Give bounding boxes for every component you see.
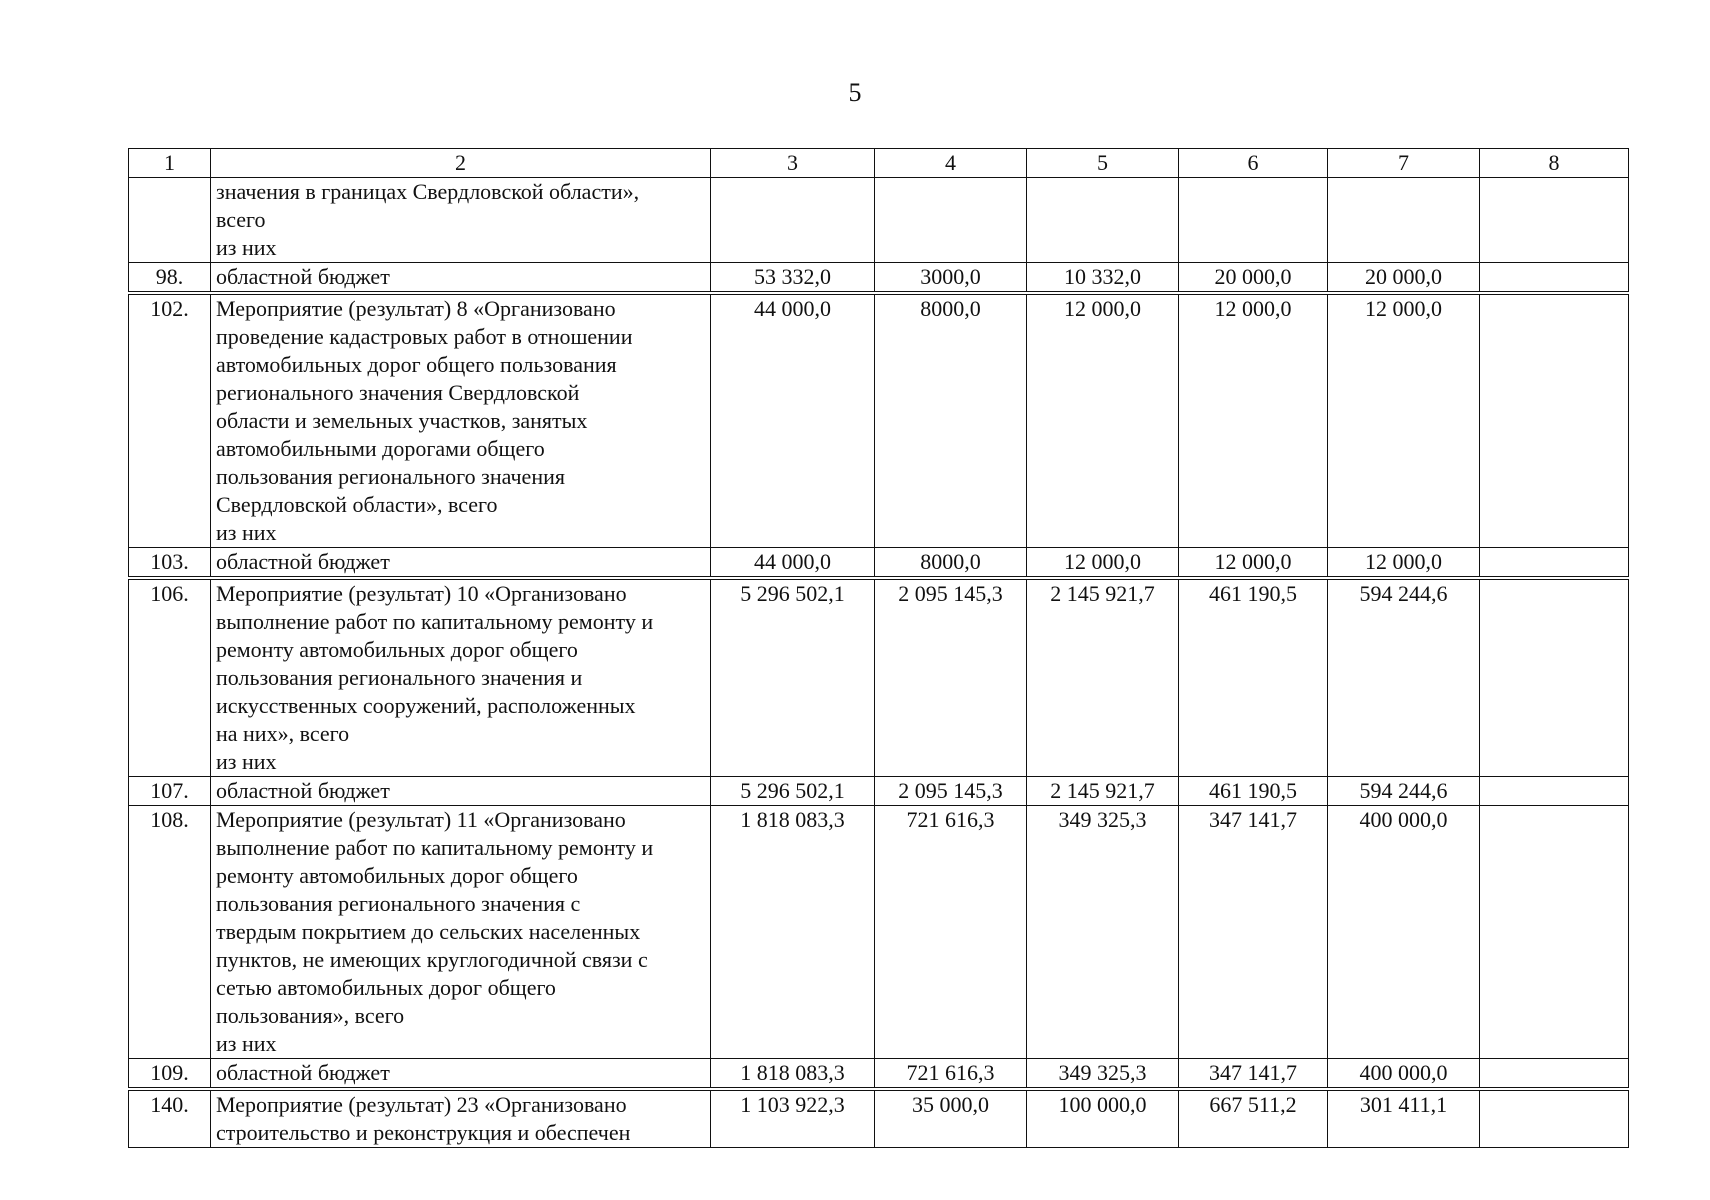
row-name-line: пользования», всего <box>216 1003 405 1028</box>
row-name-line: автомобильных дорог общего пользования <box>216 352 617 377</box>
row-name-line: Мероприятие (результат) 11 «Организовано <box>216 807 626 832</box>
value-cell-col-5: 349 325,3 <box>1027 806 1179 1059</box>
value-cell-col-8 <box>1480 178 1629 263</box>
value-cell-col-8 <box>1480 263 1629 294</box>
row-name-line: на них», всего <box>216 721 350 746</box>
value-cell-col-4: 8000,0 <box>875 293 1027 548</box>
value-cell-col-4: 8000,0 <box>875 548 1027 579</box>
value-cell-col-3: 44 000,0 <box>711 548 875 579</box>
row-name-line: областной бюджет <box>216 778 390 803</box>
value-cell-col-7: 400 000,0 <box>1328 1059 1480 1090</box>
value-cell-col-3 <box>711 178 875 263</box>
table-row <box>129 178 1629 263</box>
value-cell-col-5 <box>1027 178 1179 263</box>
value-cell-col-3: 5 296 502,1 <box>711 777 875 806</box>
column-header: 2 <box>211 149 711 178</box>
row-name <box>211 263 711 294</box>
value-cell-col-8 <box>1480 1059 1629 1090</box>
row-number: 140. <box>129 1089 211 1148</box>
row-name-line: ремонту автомобильных дорог общего <box>216 863 578 888</box>
row-name <box>211 1059 711 1090</box>
value-cell-col-3: 1 818 083,3 <box>711 1059 875 1090</box>
row-name-line: искусственных сооружений, расположенных <box>216 693 636 718</box>
row-name-line: пунктов, не имеющих круглогодичной связи с <box>216 947 648 972</box>
table-row <box>129 1089 1629 1148</box>
value-cell-col-4: 3000,0 <box>875 263 1027 294</box>
table-row <box>129 1059 1629 1090</box>
row-name-line: всего <box>216 207 266 232</box>
value-cell-col-7: 20 000,0 <box>1328 263 1480 294</box>
table-row <box>129 578 1629 777</box>
row-name <box>211 178 711 263</box>
row-name-line: регионального значения Свердловской <box>216 380 580 405</box>
row-name-line: области и земельных участков, занятых <box>216 408 588 433</box>
value-cell-col-4: 2 095 145,3 <box>875 578 1027 777</box>
value-cell-col-8 <box>1480 777 1629 806</box>
row-name-line: твердым покрытием до сельских населенных <box>216 919 641 944</box>
row-number: 106. <box>129 578 211 777</box>
value-cell-col-3: 1 103 922,3 <box>711 1089 875 1148</box>
value-cell-col-4: 35 000,0 <box>875 1089 1027 1148</box>
row-name-line: значения в границах Свердловской области», <box>216 179 640 204</box>
row-name-line: автомобильными дорогами общего <box>216 436 545 461</box>
value-cell-col-5: 2 145 921,7 <box>1027 777 1179 806</box>
column-header: 7 <box>1328 149 1480 178</box>
row-name-line: пользования регионального значения и <box>216 665 583 690</box>
page-number: 5 <box>848 78 862 107</box>
budget-table <box>128 148 1629 1148</box>
table-row <box>129 777 1629 806</box>
row-name <box>211 293 711 548</box>
table-row <box>129 806 1629 1059</box>
value-cell-col-6: 12 000,0 <box>1179 293 1328 548</box>
table-body <box>129 149 1629 1148</box>
row-name-line: из них <box>216 1031 277 1056</box>
row-number <box>129 178 211 263</box>
value-cell-col-7: 594 244,6 <box>1328 777 1480 806</box>
row-name-line: выполнение работ по капитальному ремонту и <box>216 835 654 860</box>
row-name-line: из них <box>216 520 277 545</box>
row-name-line: пользования регионального значения <box>216 464 565 489</box>
column-header: 3 <box>711 149 875 178</box>
row-number: 109. <box>129 1059 211 1090</box>
value-cell-col-8 <box>1480 293 1629 548</box>
row-name <box>211 806 711 1059</box>
value-cell-col-6: 347 141,7 <box>1179 806 1328 1059</box>
value-cell-col-6: 461 190,5 <box>1179 578 1328 777</box>
value-cell-col-8 <box>1480 578 1629 777</box>
column-header: 1 <box>129 149 211 178</box>
row-name <box>211 777 711 806</box>
row-name-line: из них <box>216 235 277 260</box>
row-name-line: областной бюджет <box>216 264 390 289</box>
value-cell-col-4 <box>875 178 1027 263</box>
value-cell-col-4: 721 616,3 <box>875 806 1027 1059</box>
row-name-line: проведение кадастровых работ в отношении <box>216 324 633 349</box>
row-name-line: Мероприятие (результат) 10 «Организовано <box>216 581 627 606</box>
value-cell-col-8 <box>1480 1089 1629 1148</box>
value-cell-col-7 <box>1328 178 1480 263</box>
value-cell-col-3: 44 000,0 <box>711 293 875 548</box>
row-name-line: Свердловской области», всего <box>216 492 498 517</box>
row-name <box>211 578 711 777</box>
budget-table-container <box>128 148 1628 1148</box>
value-cell-col-5: 10 332,0 <box>1027 263 1179 294</box>
value-cell-col-4: 721 616,3 <box>875 1059 1027 1090</box>
table-row <box>129 548 1629 579</box>
value-cell-col-4: 2 095 145,3 <box>875 777 1027 806</box>
value-cell-col-3: 53 332,0 <box>711 263 875 294</box>
table-header-row <box>129 149 1629 178</box>
row-number: 98. <box>129 263 211 294</box>
value-cell-col-7: 12 000,0 <box>1328 293 1480 548</box>
value-cell-col-6: 347 141,7 <box>1179 1059 1328 1090</box>
row-number: 107. <box>129 777 211 806</box>
value-cell-col-7: 594 244,6 <box>1328 578 1480 777</box>
value-cell-col-7: 12 000,0 <box>1328 548 1480 579</box>
row-number: 102. <box>129 293 211 548</box>
row-name-line: областной бюджет <box>216 549 390 574</box>
row-name-line: сетью автомобильных дорог общего <box>216 975 556 1000</box>
value-cell-col-5: 2 145 921,7 <box>1027 578 1179 777</box>
column-header: 4 <box>875 149 1027 178</box>
column-header: 5 <box>1027 149 1179 178</box>
value-cell-col-8 <box>1480 548 1629 579</box>
row-name-line: строительство и реконструкция и обеспечен <box>216 1120 631 1145</box>
row-number: 108. <box>129 806 211 1059</box>
column-header: 6 <box>1179 149 1328 178</box>
row-name-line: ремонту автомобильных дорог общего <box>216 637 578 662</box>
value-cell-col-6: 461 190,5 <box>1179 777 1328 806</box>
value-cell-col-6: 667 511,2 <box>1179 1089 1328 1148</box>
column-header: 8 <box>1480 149 1629 178</box>
value-cell-col-5: 349 325,3 <box>1027 1059 1179 1090</box>
value-cell-col-6 <box>1179 178 1328 263</box>
table-row <box>129 293 1629 548</box>
value-cell-col-5: 12 000,0 <box>1027 293 1179 548</box>
row-name-line: Мероприятие (результат) 23 «Организовано <box>216 1092 627 1117</box>
value-cell-col-5: 100 000,0 <box>1027 1089 1179 1148</box>
value-cell-col-6: 12 000,0 <box>1179 548 1328 579</box>
row-name-line: областной бюджет <box>216 1060 390 1085</box>
value-cell-col-3: 1 818 083,3 <box>711 806 875 1059</box>
value-cell-col-6: 20 000,0 <box>1179 263 1328 294</box>
value-cell-col-3: 5 296 502,1 <box>711 578 875 777</box>
value-cell-col-8 <box>1480 806 1629 1059</box>
row-name <box>211 1089 711 1148</box>
row-name-line: выполнение работ по капитальному ремонту и <box>216 609 654 634</box>
row-name <box>211 548 711 579</box>
value-cell-col-7: 301 411,1 <box>1328 1089 1480 1148</box>
row-name-line: из них <box>216 749 277 774</box>
row-name-line: Мероприятие (результат) 8 «Организовано <box>216 296 616 321</box>
row-name-line: пользования регионального значения с <box>216 891 581 916</box>
value-cell-col-7: 400 000,0 <box>1328 806 1480 1059</box>
table-row <box>129 263 1629 294</box>
value-cell-col-5: 12 000,0 <box>1027 548 1179 579</box>
row-number: 103. <box>129 548 211 579</box>
